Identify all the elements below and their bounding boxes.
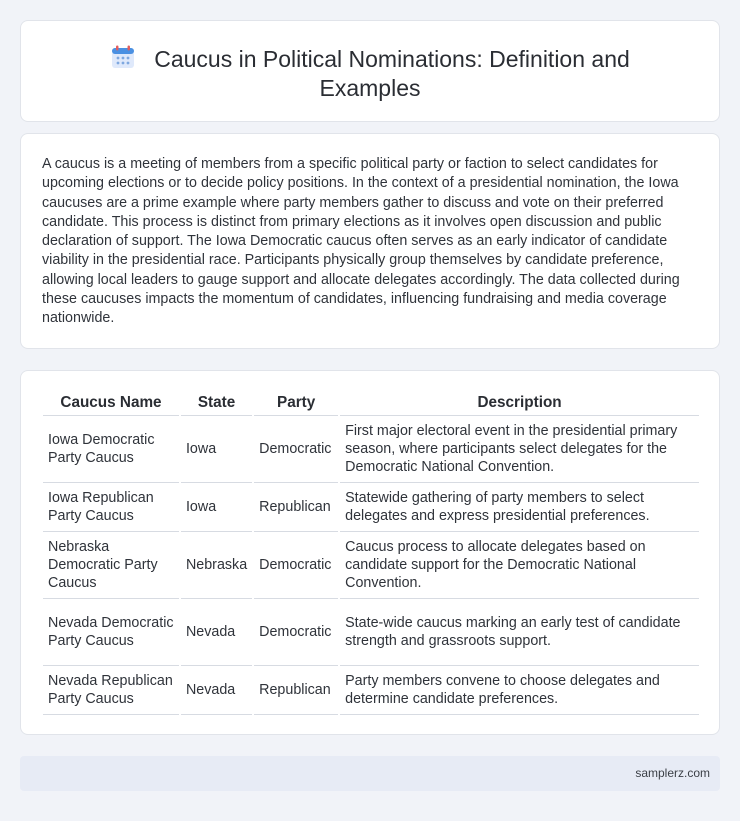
footer-bar xyxy=(20,756,720,791)
cell-party: Democratic xyxy=(253,598,339,665)
cell-state: Nebraska xyxy=(180,531,253,598)
intro-paragraph: A caucus is a meeting of members from a specific political party or faction to select candidates for upcoming elections or to decide policy positions. In the context of a presidential nomination, the Iowa caucuses are a prime example where party members gather to discuss and vote on their preferred candidate. This process is distinct from primary elections as it involves open discussion and public declaration of support. The Iowa Democratic caucus often serves as an early indicator of candidate viability in the presidential race. Participants physically group themselves by candidate preference, allowing local leaders to gauge support and allocate delegates accordingly. The data collected during these caucuses impacts the momentum of candidates, influencing fundraising and media coverage nationwide. xyxy=(42,156,680,327)
table-row xyxy=(43,415,699,482)
cell-party: Democratic xyxy=(253,531,339,598)
table-header-row xyxy=(43,393,699,415)
page-title xyxy=(21,44,719,103)
cell-state: Iowa xyxy=(180,415,253,482)
cell-party: Republican xyxy=(253,482,339,531)
intro-card xyxy=(20,133,720,349)
title-line-1: Caucus in Political Nominations: Definition and xyxy=(154,46,630,72)
cell-description: Party members convene to choose delegates and determine candidate preferences. xyxy=(339,665,699,714)
cell-description: First major electoral event in the presidential primary season, where participants select delegates for the Democratic National Convention. xyxy=(339,415,699,482)
cell-state: Iowa xyxy=(180,482,253,531)
cell-party: Democratic xyxy=(253,415,339,482)
title-card xyxy=(20,20,720,122)
cell-description: Caucus process to allocate delegates based on candidate support for the Democratic National Convention. xyxy=(339,531,699,598)
title-line-2: Examples xyxy=(319,75,421,101)
calendar-icon xyxy=(110,44,136,70)
table-row xyxy=(43,598,699,665)
cell-caucus-name: Iowa Republican Party Caucus xyxy=(43,482,180,531)
footer-site-link[interactable]: samplerz.com xyxy=(635,766,710,780)
cell-state: Nevada xyxy=(180,598,253,665)
table-row xyxy=(43,531,699,598)
cell-state: Nevada xyxy=(180,665,253,714)
cell-caucus-name: Iowa Democratic Party Caucus xyxy=(43,415,180,482)
header-party: Party xyxy=(253,393,339,415)
header-caucus-name: Caucus Name xyxy=(43,393,180,415)
cell-party: Republican xyxy=(253,665,339,714)
table-card xyxy=(20,370,720,735)
cell-caucus-name: Nebraska Democratic Party Caucus xyxy=(43,531,180,598)
header-description: Description xyxy=(339,393,699,415)
table-row xyxy=(43,482,699,531)
header-state: State xyxy=(180,393,253,415)
cell-description: Statewide gathering of party members to select delegates and express presidential preferences. xyxy=(339,482,699,531)
caucus-table xyxy=(43,393,699,715)
table-row xyxy=(43,665,699,714)
cell-description: State-wide caucus marking an early test of candidate strength and grassroots support. xyxy=(339,598,699,665)
cell-caucus-name: Nevada Democratic Party Caucus xyxy=(43,598,180,665)
cell-caucus-name: Nevada Republican Party Caucus xyxy=(43,665,180,714)
